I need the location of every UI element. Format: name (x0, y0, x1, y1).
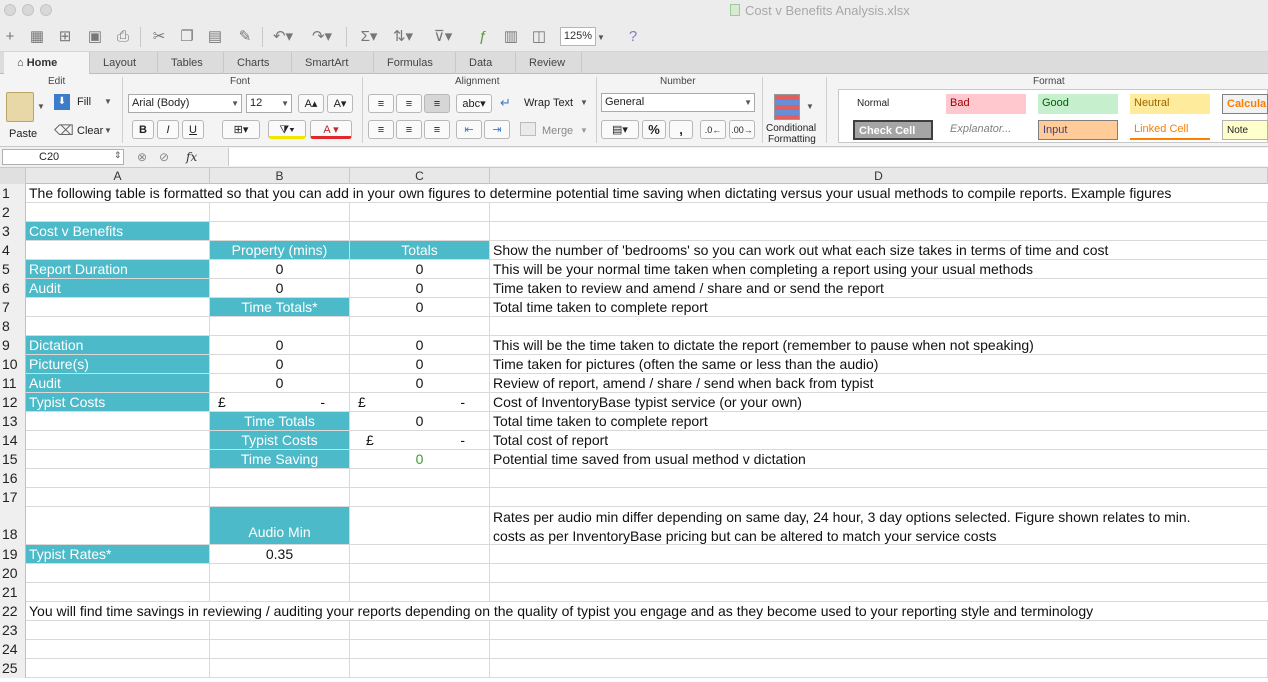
cell-d18[interactable] (490, 507, 1268, 545)
cell-c3[interactable] (350, 222, 490, 241)
cell-a11[interactable]: Audit (26, 374, 210, 393)
row-header-20[interactable]: 20 (0, 564, 26, 583)
cell-c25[interactable] (350, 659, 490, 678)
cell-b25[interactable] (210, 659, 350, 678)
cell-b8[interactable] (210, 317, 350, 336)
group-label-number: Number (660, 76, 696, 87)
row-header-24[interactable]: 24 (0, 640, 26, 659)
cell-d7[interactable]: Total time taken to complete report (490, 298, 1268, 317)
cell-a24[interactable] (26, 640, 210, 659)
abc-label: abc (462, 98, 481, 110)
percent-button[interactable]: % (642, 120, 666, 139)
column-header-d[interactable]: D (490, 168, 1268, 184)
font-name-value: Arial (Body) (132, 97, 190, 109)
conditional-formatting-label-1[interactable]: Conditional (766, 123, 817, 134)
undo-icon[interactable]: ↶▾ (272, 28, 294, 45)
tab-review-label: Review (529, 57, 566, 69)
cell-b11[interactable]: 0 (210, 374, 350, 393)
tab-charts-label: Charts (237, 57, 270, 69)
tab-charts[interactable] (224, 52, 292, 74)
italic-button[interactable]: I (157, 120, 179, 139)
cell-d23[interactable] (490, 621, 1268, 640)
cell-d4[interactable]: Show the number of 'bedrooms' so you can work out what each size takes in terms of time and cost (490, 241, 1268, 260)
cell-c4[interactable]: Totals (350, 241, 490, 260)
ribbon (0, 74, 1268, 147)
style-check-cell[interactable]: Check Cell (853, 120, 933, 140)
style-neutral[interactable]: Neutral (1130, 94, 1210, 114)
cell-c9[interactable]: 0 (350, 336, 490, 355)
tab-layout-label: Layout (103, 57, 137, 69)
formula-input[interactable] (228, 148, 1268, 166)
cell-a12[interactable]: Typist Costs (26, 393, 210, 412)
cell-b19[interactable]: 0.35 (210, 545, 350, 564)
row-header-7[interactable]: 7 (0, 298, 26, 317)
toolbox-icon[interactable]: ◫ (531, 28, 547, 45)
cell-b13[interactable]: Time Totals (210, 412, 350, 431)
cell-a4[interactable] (26, 241, 210, 260)
wrap-text-icon[interactable]: ↵ (500, 95, 511, 110)
column-header-c[interactable]: C (350, 168, 490, 184)
underline-button[interactable]: U (182, 120, 204, 139)
cancel-icon[interactable]: ⊗ (137, 150, 148, 164)
currency-symbol: £ (366, 432, 374, 448)
cell-d15[interactable]: Potential time saved from usual method v dictation (490, 450, 1268, 469)
row-header-6[interactable]: 6 (0, 279, 26, 298)
cell-d21[interactable] (490, 583, 1268, 602)
paste-dropdown-icon[interactable]: ▼ (37, 102, 45, 111)
row-header-2[interactable]: 2 (0, 203, 26, 222)
spreadsheet-grid (0, 168, 1268, 682)
cell-a13[interactable] (26, 412, 210, 431)
row-header-13[interactable]: 13 (0, 412, 26, 431)
currency-button[interactable]: ▤▾ (601, 120, 639, 139)
standard-toolbar (0, 22, 1268, 52)
cell-b3[interactable] (210, 222, 350, 241)
style-explanatory[interactable]: Explanator... (946, 120, 1026, 140)
merge-button[interactable]: Merge (542, 125, 574, 137)
ribbon-tabs (0, 52, 1268, 74)
cell-a16[interactable] (26, 469, 210, 488)
confirm-icon[interactable]: ⊘ (159, 150, 170, 164)
fill-down-icon[interactable]: ⬇ (54, 94, 70, 110)
title-bar (0, 0, 1268, 22)
paste-icon[interactable]: ▤ (207, 28, 223, 45)
help-icon[interactable]: ? (628, 28, 638, 45)
cut-icon[interactable]: ✂ (152, 28, 166, 45)
chevron-down-icon: ▼ (744, 98, 752, 107)
decrease-decimal-button[interactable]: .00→ (729, 120, 755, 139)
cell-b24[interactable] (210, 640, 350, 659)
name-box-stepper-icon[interactable]: ⇕ (114, 150, 122, 160)
accounting-dash: - (320, 394, 325, 410)
cell-d19[interactable] (490, 545, 1268, 564)
function-icon[interactable]: fx (186, 150, 198, 164)
formula-builder-icon[interactable]: ƒ (478, 28, 488, 45)
templates-icon[interactable]: ▦ (29, 28, 45, 45)
close-window-button[interactable] (4, 4, 16, 16)
cell-c10[interactable]: 0 (350, 355, 490, 374)
minimize-window-button[interactable] (22, 4, 34, 16)
redo-icon[interactable]: ↷▾ (311, 28, 333, 45)
cell-d5[interactable]: This will be your normal time taken when completing a report using your usual methods (490, 260, 1268, 279)
conditional-formatting-dropdown-icon[interactable]: ▼ (806, 102, 814, 111)
autosum-icon[interactable]: Σ▾ (360, 28, 378, 45)
cell-d6[interactable]: Time taken to review and amend / share and or send the report (490, 279, 1268, 298)
row-header-25[interactable]: 25 (0, 659, 26, 678)
tab-tables[interactable] (158, 52, 224, 74)
cell-c24[interactable] (350, 640, 490, 659)
print-icon[interactable]: ⎙ (116, 28, 129, 45)
align-top-button[interactable]: ≡ (368, 94, 394, 113)
currency-symbol: £ (358, 394, 366, 410)
cell-d17[interactable] (490, 488, 1268, 507)
save-icon[interactable]: ▣ (87, 28, 103, 45)
tab-formulas[interactable] (374, 52, 456, 74)
cell-b21[interactable] (210, 583, 350, 602)
group-label-alignment: Alignment (455, 76, 500, 87)
cell-b20[interactable] (210, 564, 350, 583)
cell-d24[interactable] (490, 640, 1268, 659)
cell-a10[interactable]: Picture(s) (26, 355, 210, 374)
zoom-field[interactable]: 125% (560, 27, 596, 46)
cell-d16[interactable] (490, 469, 1268, 488)
excel-file-icon (730, 4, 740, 16)
currency-symbol: £ (218, 394, 226, 410)
cell-c19[interactable] (350, 545, 490, 564)
row-header-5[interactable]: 5 (0, 260, 26, 279)
cell-c17[interactable] (350, 488, 490, 507)
cell-c11[interactable]: 0 (350, 374, 490, 393)
tab-smartart[interactable] (292, 52, 374, 74)
gallery-icon[interactable]: ▥ (503, 28, 519, 45)
cell-c2[interactable] (350, 203, 490, 222)
increase-indent-button[interactable]: ⇥ (484, 120, 510, 139)
cell-c20[interactable] (350, 564, 490, 583)
row-header-1[interactable]: 1 (0, 184, 26, 203)
cell-a19[interactable]: Typist Rates* (26, 545, 210, 564)
cell-a21[interactable] (26, 583, 210, 602)
fill-button[interactable]: Fill (77, 96, 92, 108)
tab-data-label: Data (469, 57, 493, 69)
filter-icon[interactable]: ⊽▾ (433, 28, 453, 45)
select-all-corner[interactable] (0, 168, 26, 184)
cell-a25[interactable] (26, 659, 210, 678)
merge-dropdown-icon[interactable]: ▼ (580, 126, 588, 135)
cell-b15[interactable]: Time Saving (210, 450, 350, 469)
cell-a6[interactable]: Audit (26, 279, 210, 298)
style-calculation[interactable]: Calcula (1222, 94, 1268, 114)
row-header-9[interactable]: 9 (0, 336, 26, 355)
cell-c16[interactable] (350, 469, 490, 488)
row-header-15[interactable]: 15 (0, 450, 26, 469)
increase-decimal-button[interactable]: .0← (700, 120, 726, 139)
font-name-select[interactable] (128, 94, 242, 113)
format-painter-icon[interactable]: ✎ (238, 28, 252, 45)
cell-c18[interactable] (350, 507, 490, 545)
copy-icon[interactable]: ❐ (180, 28, 194, 45)
cell-a18[interactable] (26, 507, 210, 545)
tab-layout[interactable] (90, 52, 158, 74)
tab-review[interactable] (516, 52, 582, 74)
cell-c5[interactable]: 0 (350, 260, 490, 279)
cell-d13[interactable]: Total time taken to complete report (490, 412, 1268, 431)
style-good[interactable]: Good (1038, 94, 1118, 114)
cell-c21[interactable] (350, 583, 490, 602)
style-bad[interactable]: Bad (946, 94, 1026, 114)
audio-min-label: Audio Min (248, 524, 311, 540)
row-header-14[interactable]: 14 (0, 431, 26, 450)
cell-c23[interactable] (350, 621, 490, 640)
decrease-font-size-button[interactable]: A▾ (327, 94, 353, 113)
accounting-dash: - (460, 394, 465, 410)
row-header-17[interactable]: 17 (0, 488, 26, 507)
eraser-icon[interactable]: ⌫ (54, 122, 74, 138)
cell-a2[interactable] (26, 203, 210, 222)
tab-home[interactable]: ⌂ Home (4, 52, 90, 74)
increase-font-size-button[interactable]: A▴ (298, 94, 324, 113)
group-label-edit: Edit (48, 76, 66, 87)
column-header-a[interactable]: A (26, 168, 210, 184)
style-normal[interactable]: Normal (853, 94, 933, 114)
cell-b14[interactable]: Typist Costs (210, 431, 350, 450)
row-header-23[interactable]: 23 (0, 621, 26, 640)
cell-d2[interactable] (490, 203, 1268, 222)
cell-c14[interactable] (350, 431, 490, 450)
open-icon[interactable]: ⊞ (58, 28, 72, 45)
cell-d18-line-1: Rates per audio min differ depending on same day, 24 hour, 3 day options selected. Figure shown relates to min. (493, 509, 1191, 525)
wrap-text-button[interactable]: Wrap Text (524, 97, 574, 109)
cell-b16[interactable] (210, 469, 350, 488)
conditional-formatting-icon[interactable] (774, 94, 800, 120)
cell-d25[interactable] (490, 659, 1268, 678)
row-header-19[interactable]: 19 (0, 545, 26, 564)
row-header-18[interactable]: 18 (0, 507, 26, 545)
conditional-formatting-label-2[interactable]: Formatting (768, 134, 816, 145)
cell-a7[interactable] (26, 298, 210, 317)
cell-d3[interactable] (490, 222, 1268, 241)
cell-c12[interactable] (350, 393, 490, 412)
row-header-12[interactable]: 12 (0, 393, 26, 412)
cell-b12[interactable] (210, 393, 350, 412)
tab-formulas-label: Formulas (387, 57, 433, 69)
style-input[interactable]: Input (1038, 120, 1118, 140)
cell-b2[interactable] (210, 203, 350, 222)
cell-d12[interactable]: Cost of InventoryBase typist service (or your own) (490, 393, 1268, 412)
clear-button[interactable]: Clear (77, 125, 104, 137)
cell-a14[interactable] (26, 431, 210, 450)
column-header-b[interactable]: B (210, 168, 350, 184)
cell-d18-line-2: costs as per InventoryBase pricing but can be altered to match your service costs (493, 528, 997, 544)
cell-a17[interactable] (26, 488, 210, 507)
cell-a15[interactable] (26, 450, 210, 469)
row-header-10[interactable]: 10 (0, 355, 26, 374)
zoom-window-button[interactable] (40, 4, 52, 16)
tab-tables-label: Tables (171, 57, 203, 69)
highlight-button[interactable]: ⧩▾ (268, 120, 306, 139)
row-header-11[interactable]: 11 (0, 374, 26, 393)
cell-d20[interactable] (490, 564, 1268, 583)
new-icon[interactable]: + (5, 28, 15, 45)
group-label-font: Font (230, 76, 251, 87)
tab-data[interactable] (456, 52, 516, 74)
cell-b6[interactable]: 0 (210, 279, 350, 298)
row-header-16[interactable]: 16 (0, 469, 26, 488)
align-middle-button[interactable]: ≡ (396, 94, 422, 113)
cell-d14[interactable]: Total cost of report (490, 431, 1268, 450)
cell-b7[interactable]: Time Totals* (210, 298, 350, 317)
cell-b23[interactable] (210, 621, 350, 640)
cell-b18[interactable] (210, 507, 350, 545)
font-size-select[interactable] (246, 94, 292, 113)
name-box[interactable]: C20 (2, 149, 124, 165)
cell-b17[interactable] (210, 488, 350, 507)
align-center-button[interactable]: ≡ (396, 120, 422, 139)
decrease-indent-button[interactable]: ⇤ (456, 120, 482, 139)
cell-c15[interactable]: 0 (350, 450, 490, 469)
number-format-value: General (605, 96, 645, 108)
cell-c7[interactable]: 0 (350, 298, 490, 317)
formula-bar (0, 147, 1268, 168)
cell-a1[interactable]: The following table is formatted so that you can add in your own figures to determine potential time saving when dictating versus your usual methods to compile reports. Example figures (26, 184, 1268, 203)
chevron-down-icon: ▼ (231, 99, 239, 108)
fill-dropdown-icon[interactable]: ▼ (104, 97, 112, 106)
document-title-text: Cost v Benefits Analysis.xlsx (745, 3, 910, 18)
cell-a9[interactable]: Dictation (26, 336, 210, 355)
cell-b5[interactable]: 0 (210, 260, 350, 279)
paste-label[interactable]: Paste (9, 128, 38, 140)
style-linked-cell[interactable]: Linked Cell (1130, 120, 1210, 140)
font-size-value: 12 (250, 97, 263, 109)
row-header-3[interactable]: 3 (0, 222, 26, 241)
tab-smartart-label: SmartArt (305, 57, 349, 69)
bold-button[interactable]: B (132, 120, 154, 139)
align-bottom-button[interactable]: ≡ (424, 94, 450, 113)
row-header-8[interactable]: 8 (0, 317, 26, 336)
cell-c13[interactable]: 0 (350, 412, 490, 431)
text-orientation-button[interactable]: abc▾ (456, 94, 492, 113)
cell-c6[interactable]: 0 (350, 279, 490, 298)
document-title (730, 3, 910, 18)
accounting-dash: - (460, 432, 465, 448)
cell-a22[interactable]: You will find time savings in reviewing / auditing your reports depending on the quality of typist you engage and as they become used to your reporting style and terminology (26, 602, 1268, 621)
cell-d8[interactable] (490, 317, 1268, 336)
cell-b4[interactable]: Property (mins) (210, 241, 350, 260)
clear-dropdown-icon[interactable]: ▼ (104, 126, 112, 135)
cell-a5[interactable]: Report Duration (26, 260, 210, 279)
chevron-down-icon: ▼ (281, 99, 289, 108)
cell-d9[interactable]: This will be the time taken to dictate the report (remember to pause when not speaking) (490, 336, 1268, 355)
cell-d11[interactable]: Review of report, amend / share / send when back from typist (490, 374, 1268, 393)
cell-c8[interactable] (350, 317, 490, 336)
cell-d10[interactable]: Time taken for pictures (often the same or less than the audio) (490, 355, 1268, 374)
cell-a8[interactable] (26, 317, 210, 336)
cell-a20[interactable] (26, 564, 210, 583)
tab-home-label: Home (26, 57, 58, 69)
font-color-button[interactable]: A ▾ (310, 120, 352, 139)
wrap-text-dropdown-icon[interactable]: ▼ (580, 98, 588, 107)
sort-icon[interactable]: ⇅▾ (392, 28, 414, 45)
style-note[interactable]: Note (1222, 120, 1268, 140)
number-format-select[interactable] (601, 93, 755, 112)
row-header-21[interactable]: 21 (0, 583, 26, 602)
comma-button[interactable]: , (669, 120, 693, 139)
column-headers (0, 168, 1268, 184)
cell-a23[interactable] (26, 621, 210, 640)
borders-button[interactable]: ⊞▾ (222, 120, 260, 139)
zoom-dropdown-icon[interactable]: ▼ (597, 33, 605, 42)
merge-icon[interactable] (520, 122, 536, 136)
align-right-button[interactable]: ≡ (424, 120, 450, 139)
cell-b10[interactable]: 0 (210, 355, 350, 374)
align-left-button[interactable]: ≡ (368, 120, 394, 139)
row-header-4[interactable]: 4 (0, 241, 26, 260)
paste-clipboard-icon[interactable] (6, 92, 34, 122)
cell-a3[interactable]: Cost v Benefits (26, 222, 210, 241)
group-label-format: Format (1033, 76, 1065, 87)
cell-b9[interactable]: 0 (210, 336, 350, 355)
row-header-22[interactable]: 22 (0, 602, 26, 621)
